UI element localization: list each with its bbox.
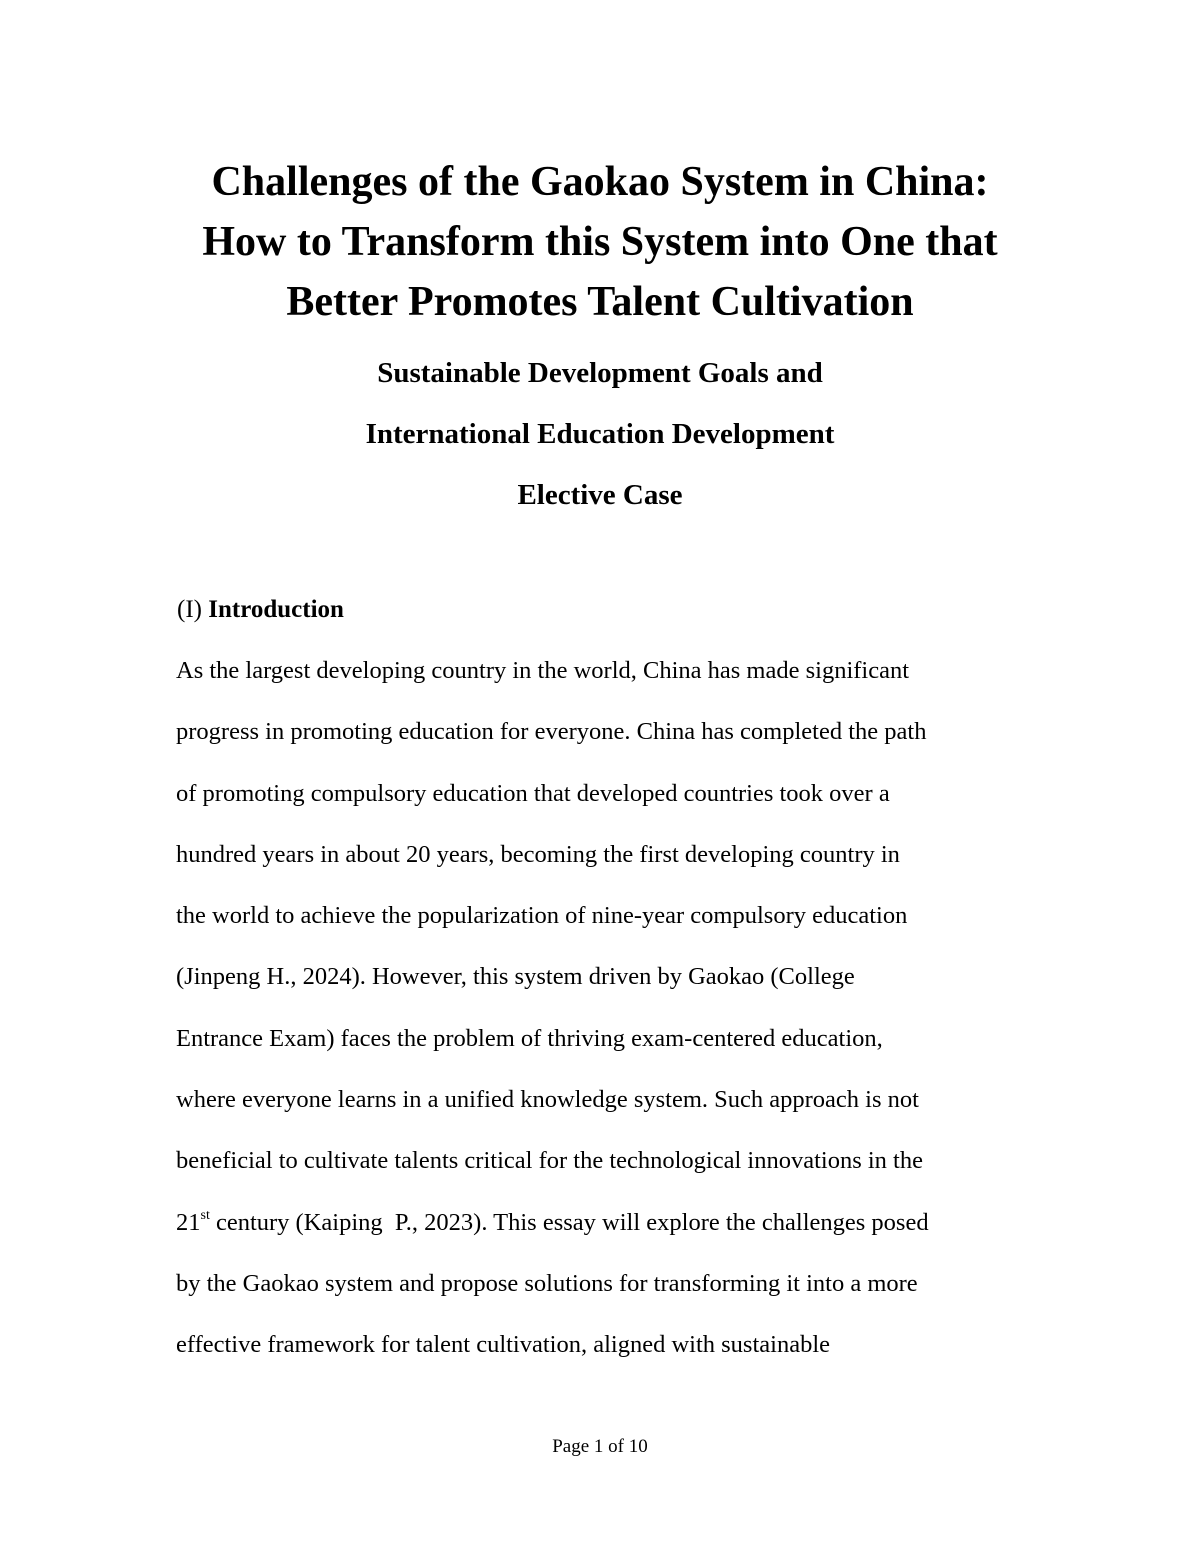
title-line: Better Promotes Talent Cultivation bbox=[286, 279, 914, 325]
current-page-number: 1 bbox=[593, 1436, 604, 1457]
subtitle-line: Elective Case bbox=[517, 479, 683, 511]
document-subtitle bbox=[100, 343, 1100, 526]
page-footer bbox=[0, 1432, 1200, 1462]
paragraph-line: by the Gaokao system and propose solutions for transforming it into a more bbox=[176, 1269, 918, 1297]
section-title: Introduction bbox=[208, 596, 344, 623]
title-line: Challenges of the Gaokao System in China: bbox=[211, 159, 989, 205]
page-of-text: of bbox=[603, 1436, 629, 1457]
paragraph-line: beneficial to cultivate talents critical for the technological innovations in the bbox=[176, 1147, 923, 1175]
paragraph-line: where everyone learns in a unified knowledge system. Such approach is not bbox=[176, 1086, 919, 1114]
paragraph-line: (Jinpeng H., 2024). However, this system driven by Gaokao (College bbox=[176, 963, 855, 991]
page-prefix: Page bbox=[552, 1436, 594, 1457]
paragraph-line: progress in promoting education for everyone. China has completed the path bbox=[176, 718, 927, 746]
title-line: How to Transform this System into One that bbox=[202, 219, 998, 265]
paragraph-line: the world to achieve the popularization of nine-year compulsory education bbox=[176, 902, 908, 930]
paragraph-line: of promoting compulsory education that developed countries took over a bbox=[176, 779, 890, 807]
ordinal-number: 21 bbox=[176, 1208, 201, 1236]
body-paragraph bbox=[176, 650, 1076, 1386]
subtitle-line: International Education Development bbox=[365, 418, 835, 450]
section-heading bbox=[177, 592, 344, 628]
subtitle-line: Sustainable Development Goals and bbox=[377, 357, 823, 389]
paragraph-line: As the largest developing country in the world, China has made significant bbox=[176, 657, 910, 684]
paragraph-line: Entrance Exam) faces the problem of thriving exam-centered education, bbox=[176, 1024, 883, 1052]
total-pages-number: 10 bbox=[628, 1436, 648, 1457]
line-remainder: century (Kaiping P., 2023). This essay will explore the challenges posed bbox=[209, 1208, 929, 1236]
paragraph-line: hundred years in about 20 years, becoming the first developing country in bbox=[176, 840, 900, 868]
document-title bbox=[100, 152, 1100, 332]
paragraph-line bbox=[176, 1202, 1076, 1263]
paragraph-line: effective framework for talent cultivation, aligned with sustainable bbox=[176, 1331, 831, 1359]
section-number: (I) bbox=[177, 596, 202, 623]
ordinal-suffix: st bbox=[200, 1207, 210, 1223]
